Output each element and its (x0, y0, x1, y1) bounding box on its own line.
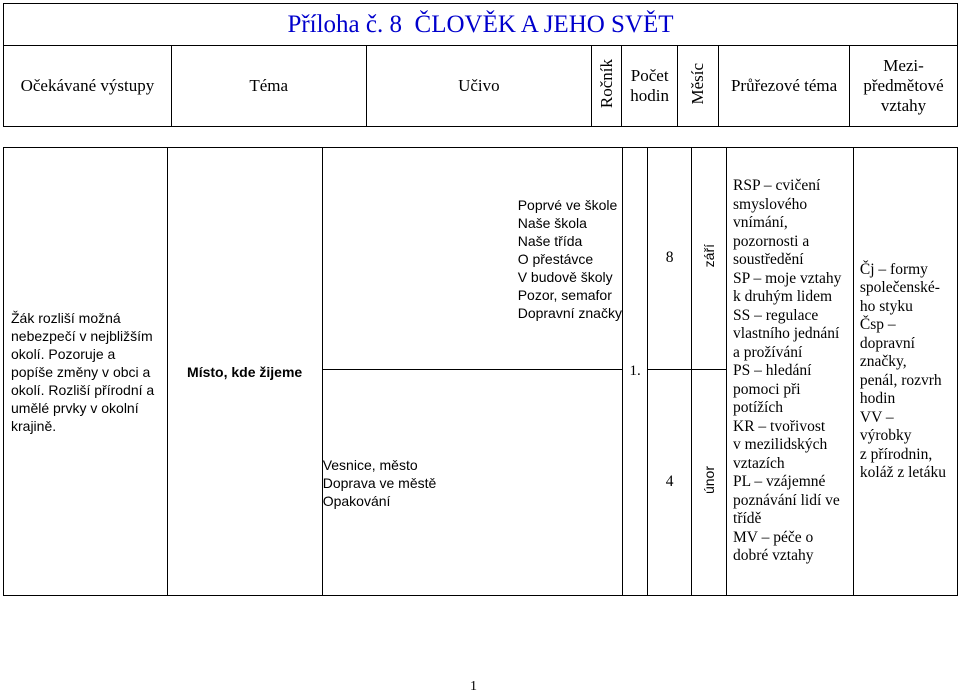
header-table (3, 3, 958, 127)
header-mesic (678, 46, 719, 127)
header-ucivo: Učivo (366, 46, 592, 127)
header-rocnik-label: Ročník (596, 58, 616, 109)
prurezove-line: potížích (733, 399, 783, 417)
tema-text: Místo, kde žijeme (187, 363, 303, 380)
cell-vystupy (4, 148, 168, 596)
ucivo-line: Dopravní značky (517, 304, 622, 321)
prurezove-line: dobré vztahy (733, 547, 814, 565)
cell-hodin-2 (648, 370, 692, 596)
hodin-2-value: 4 (665, 473, 674, 491)
header-mesic-label: Měsíc (688, 62, 708, 105)
title-prefix: Příloha č. 8 (287, 10, 403, 38)
mezi-line: ho styku (859, 297, 913, 315)
cell-hodin-1 (648, 148, 692, 370)
cell-rocnik (622, 148, 647, 596)
vystupy-line: umělé prvky v okolní (11, 399, 139, 416)
mesic-2-value: únor (700, 465, 717, 495)
ucivo-line: Naše třída (517, 232, 583, 249)
prurezove-line: SP – moje vztahy (733, 269, 842, 287)
mezi-line: VV – (859, 408, 894, 426)
vystupy-line: okolí. Pozoruje a (11, 345, 116, 362)
mezi-line: Čj – formy (859, 260, 928, 278)
rocnik-value: 1. (629, 363, 641, 379)
header-vystupy: Očekávané výstupy (4, 46, 172, 127)
mezi-line: Čsp – (859, 316, 896, 333)
prurezove-line: PL – vzájemné (733, 473, 826, 491)
header-rocnik (592, 46, 622, 127)
cell-mesic-2 (691, 370, 726, 596)
vystupy-line: krajině. (11, 417, 57, 434)
mezi-line: hodin (859, 390, 896, 407)
header-mezi-line-1: Mezi- (883, 56, 924, 75)
prurezove-line: k druhým lidem (733, 288, 833, 306)
prurezove-line: KR – tvořivost (733, 417, 826, 435)
cell-ucivo-2 (322, 370, 622, 596)
header-pocet-line-1: Počet (630, 66, 669, 85)
prurezove-line: MV – péče o (733, 528, 814, 546)
cell-prurezove (727, 148, 854, 596)
vystupy-text (11, 309, 167, 435)
cell-mezipredmetove (853, 148, 957, 596)
prurezove-line: vztazích (733, 454, 785, 472)
prurezove-line: třídě (733, 510, 762, 528)
mezi-line: koláž z letáku (859, 464, 946, 481)
page-number: 1 (470, 679, 477, 694)
mezi-line: z přírodnin, (859, 445, 933, 463)
ucivo-2-text (323, 456, 622, 510)
mezi-line: penál, rozvrh (859, 371, 942, 389)
ucivo-line: Opakování (322, 492, 391, 509)
vystupy-line: popíše změny v obci a (11, 363, 151, 380)
cell-mesic-1 (691, 148, 726, 370)
prurezove-text (733, 177, 853, 566)
header-prurezove: Průřezové téma (719, 46, 850, 127)
prurezove-line: RSP – cvičení (733, 177, 821, 195)
mezi-line: dopravní (859, 334, 915, 352)
content-table (3, 147, 958, 596)
vystupy-line: nebezpečí v nejbližším (11, 327, 153, 344)
ucivo-1-text (518, 196, 622, 322)
ucivo-line: Doprava ve městě (322, 474, 437, 491)
prurezove-line: SS – regulace (733, 306, 819, 324)
cell-tema (167, 148, 322, 596)
mezi-line: výrobky (859, 427, 912, 444)
ucivo-line: O přestávce (517, 250, 594, 267)
ucivo-line: Poprvé ve škole (517, 196, 618, 213)
header-pocet-hodin (622, 46, 678, 127)
ucivo-line: V budově školy (517, 268, 613, 285)
title-main: ČLOVĚK A JEHO SVĚT (414, 10, 674, 38)
cell-ucivo-1 (322, 148, 622, 370)
prurezove-line: pozornosti a (733, 232, 810, 250)
prurezove-line: PS – hledání (733, 362, 812, 380)
prurezove-line: a prožívání (733, 343, 803, 361)
prurezove-line: poznávání lidí ve (733, 491, 840, 509)
header-mezipredmetove (850, 46, 958, 127)
prurezove-line: pomoci při (733, 380, 801, 398)
prurezove-line: vnímání, (733, 214, 788, 232)
ucivo-line: Pozor, semafor (517, 286, 612, 303)
page-title (4, 4, 958, 46)
prurezove-line: vlastního jednání (733, 325, 840, 343)
header-mezi-line-3: vztahy (880, 96, 927, 115)
ucivo-line: Vesnice, město (322, 456, 418, 473)
mezi-line: značky, (859, 353, 907, 370)
prurezove-line: v mezilidských (733, 436, 828, 454)
prurezove-line: smyslového (733, 195, 808, 213)
mesic-1-value: září (700, 244, 717, 268)
vystupy-line: Žák rozliší možná (11, 309, 121, 326)
hodin-1-value: 8 (665, 249, 674, 267)
header-mezi-line-2: předmětové (863, 76, 944, 95)
mezi-line: společenské- (859, 279, 940, 296)
header-pocet-line-2: hodin (630, 86, 670, 105)
ucivo-line: Naše škola (517, 214, 587, 231)
vystupy-line: okolí. Rozliší přírodní a (11, 381, 155, 398)
mezi-text (860, 261, 957, 483)
prurezove-line: soustředění (733, 251, 804, 269)
header-tema: Téma (171, 46, 366, 127)
